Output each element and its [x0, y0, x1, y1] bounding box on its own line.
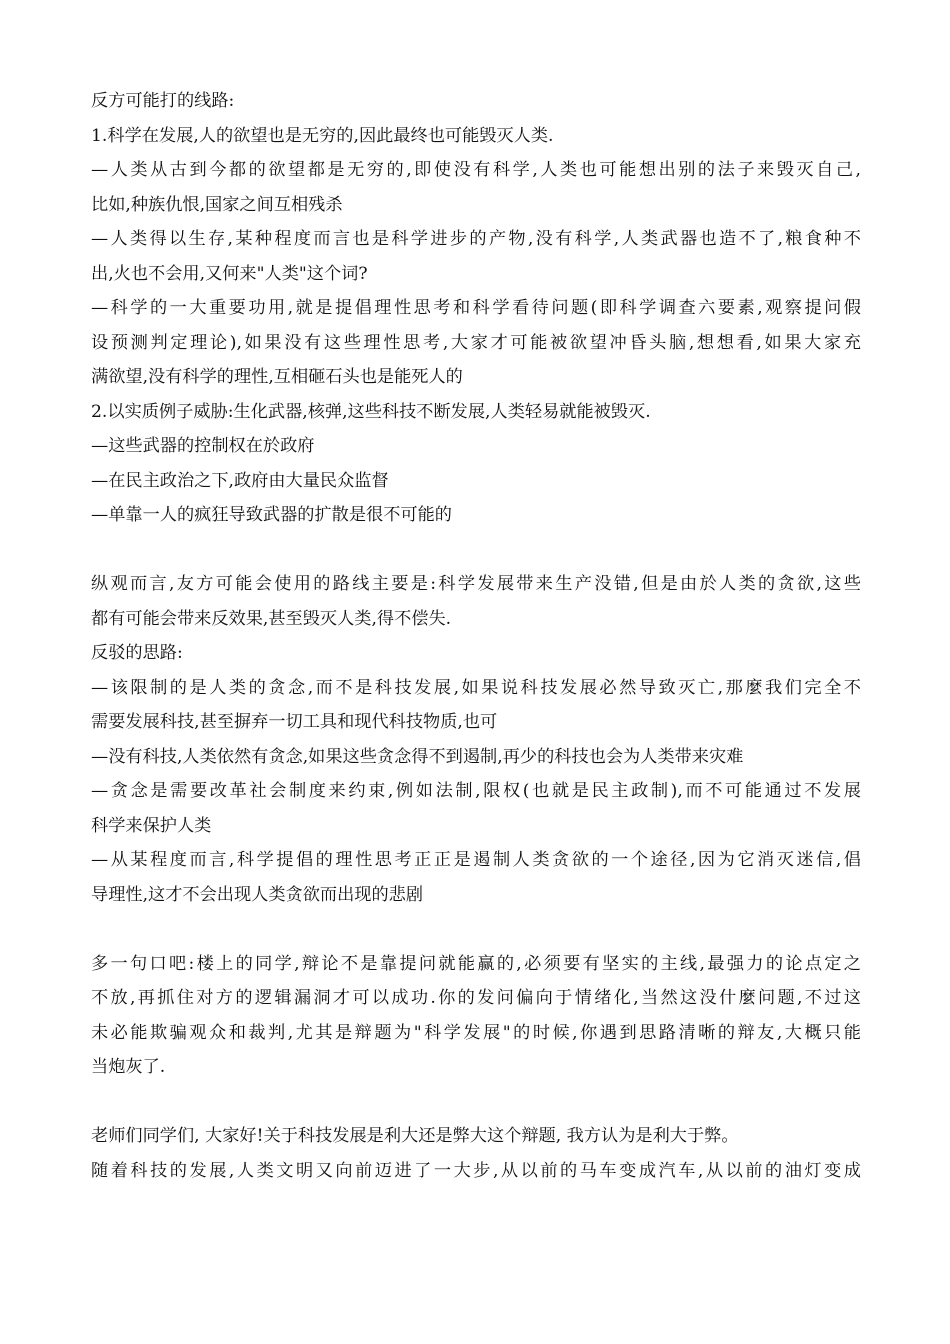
text-line: 老师们同学们, 大家好!关于科技发展是利大还是弊大这个辩题, 我方认为是利大于弊。 — [91, 1126, 739, 1146]
text-line: 2.以实质例子威胁:生化武器,核弹,这些科技不断发展,人类轻易就能被毁灭. — [91, 401, 651, 422]
text-line: —从某程度而言,科学提倡的理性思考正正是遏制人类贪欲的一个途径,因为它消灭迷信,倡 — [91, 850, 861, 870]
blank-line — [91, 533, 861, 568]
text-line: 科学来保护人类 — [91, 815, 212, 836]
text-line: —贪念是需要改革社会制度来约束,例如法制,限权(也就是民主政制),而不可能通过不发展 — [91, 781, 861, 801]
text-line: 纵观而言,友方可能会使用的路线主要是:科学发展带来生产没错,但是由於人类的贪欲,这些 — [91, 574, 861, 594]
text-line: 随着科技的发展,人类文明又向前迈进了一大步,从以前的马车变成汽车,从以前的油灯变成 — [91, 1160, 861, 1181]
text-line: 反方可能打的线路: — [91, 91, 235, 111]
text-line: 导理性,这才不会出现人类贪欲而出现的悲剧 — [91, 884, 424, 905]
text-line: —在民主政治之下,政府由大量民众监督 — [91, 470, 389, 491]
blank-line — [91, 1085, 861, 1120]
text-line: 反驳的思路: — [91, 643, 183, 663]
text-line: 多一句口吧:楼上的同学,辩论不是靠提问就能赢的,必须要有坚实的主线,最强力的论点定之 — [91, 953, 861, 974]
text-line: 比如,种族仇恨,国家之间互相残杀 — [91, 194, 343, 215]
text-line: 满欲望,没有科学的理性,互相砸石头也是能死人的 — [91, 367, 463, 387]
text-line: 当炮灰了. — [91, 1057, 166, 1077]
text-line: 1.科学在发展,人的欲望也是无穷的,因此最终也可能毁灭人类. — [91, 125, 554, 146]
text-line: —没有科技,人类依然有贪念,如果这些贪念得不到遏制,再少的科技也会为人类带来灾难 — [91, 746, 744, 767]
text-line: —该限制的是人类的贪念,而不是科技发展,如果说科技发展必然导致灭亡,那麼我们完全不 — [91, 677, 861, 698]
blank-line — [91, 912, 861, 947]
text-line: 都有可能会带来反效果,甚至毁灭人类,得不偿失. — [91, 608, 452, 629]
text-line: —这些武器的控制权在於政府 — [91, 436, 315, 456]
text-line: —人类得以生存,某种程度而言也是科学进步的产物,没有科学,人类武器也造不了,粮食种不 — [91, 229, 861, 249]
text-line: 出,火也不会用,又何来"人类"这个词? — [91, 263, 368, 284]
text-line: —科学的一大重要功用,就是提倡理性思考和科学看待问题(即科学调查六要素,观察提问假 — [91, 298, 861, 318]
document-body — [91, 84, 861, 1188]
text-line: 需要发展科技,甚至摒弃一切工具和现代科技物质,也可 — [91, 712, 498, 732]
text-line: 设预测判定理论),如果没有这些理性思考,大家才可能被欲望冲昏头脑,想想看,如果大家充 — [91, 332, 861, 353]
text-line: 未必能欺骗观众和裁判,尤其是辩题为"科学发展"的时候,你遇到思路清晰的辩友,大概只能 — [91, 1022, 861, 1043]
text-line: —单靠一人的疯狂导致武器的扩散是很不可能的 — [91, 505, 452, 525]
text-line: 不放,再抓住对方的逻辑漏洞才可以成功.你的发问偏向于情绪化,当然这没什麼问题,不过这 — [91, 988, 861, 1008]
text-line: —人类从古到今都的欲望都是无穷的,即使没有科学,人类也可能想出别的法子来毁灭自己, — [91, 160, 861, 180]
